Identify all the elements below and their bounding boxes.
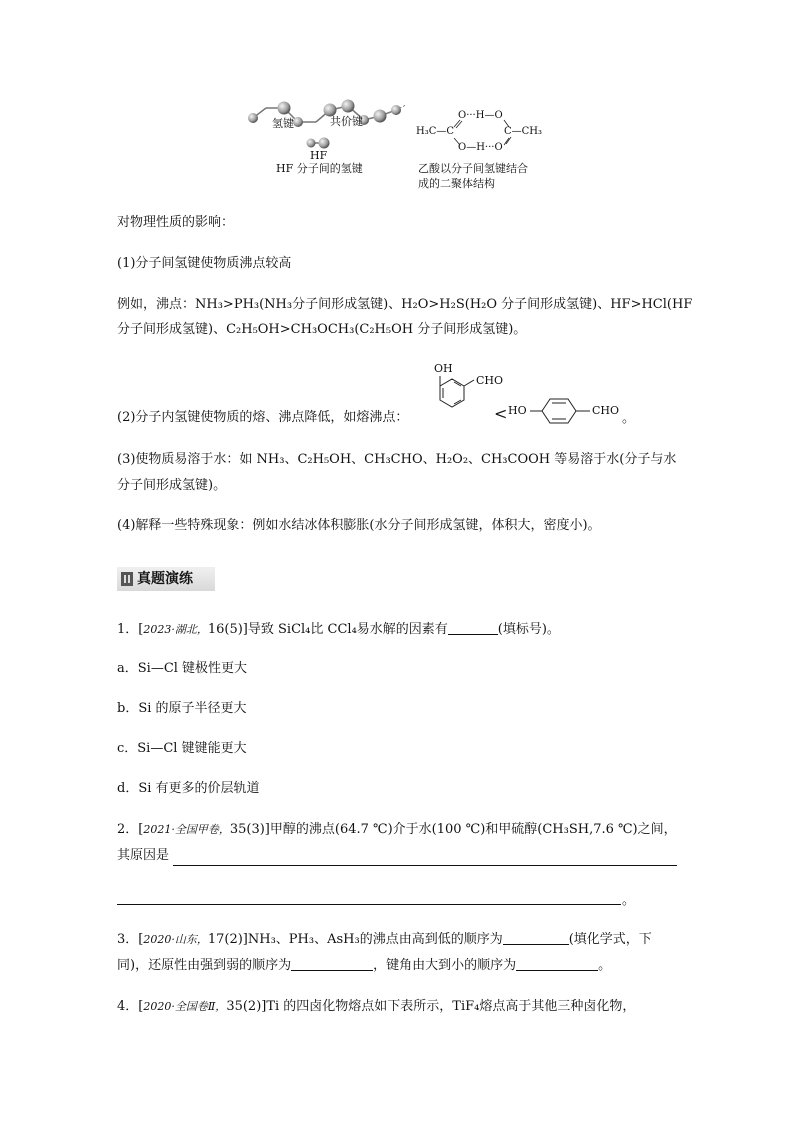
q1-option-c: c．Si—Cl 键键能更大 xyxy=(117,741,247,756)
acetic-caption-line2: 成的二聚体结构 xyxy=(418,177,495,190)
salicylaldehyde-structure xyxy=(420,360,500,430)
q3-answer-blank-3[interactable] xyxy=(516,956,598,971)
paragraph-2: (2)分子内氢键使物质的熔、沸点降低，如熔沸点： xyxy=(117,410,409,425)
q2-line2: 其原因是 xyxy=(117,848,170,863)
q3-text: 17(2)]NH₃、PH₃、AsH₃的沸点由高到低的顺序为 xyxy=(207,932,503,947)
section-title: 真题演练 xyxy=(137,571,193,587)
paragraph-3-line1: (3)使物质易溶于水：如 NH₃、C₂H₅OH、CH₃CHO、H₂O₂、CH₃COOH 等易溶于水(分子与水 xyxy=(117,452,677,467)
q4-number: 4．[ xyxy=(117,999,144,1014)
q2-source: 2021·全国甲卷， xyxy=(143,823,230,836)
q3-number: 3．[ xyxy=(117,932,144,947)
salicyl-oh: OH xyxy=(434,362,453,375)
q1-source: 2023·湖北， xyxy=(143,623,208,636)
q1-tail: (填标号)。 xyxy=(497,622,560,637)
question-2 xyxy=(117,821,677,839)
para-ho: HO xyxy=(508,404,527,417)
question-3 xyxy=(117,930,652,949)
label-hydrogen-bond: 氢键 xyxy=(272,117,294,130)
question-4 xyxy=(117,998,635,1016)
acetic-acid-dimer-figure xyxy=(414,110,554,160)
dimer-top-bond: O···H—O xyxy=(458,110,503,121)
label-hf: HF xyxy=(310,149,328,162)
paragraph-1: (1)分子间氢键使物质沸点较高 xyxy=(117,256,292,271)
hf-caption: HF 分子间的氢键 xyxy=(276,162,363,175)
q1-option-a: a．Si—Cl 键极性更大 xyxy=(117,661,248,676)
label-covalent-bond: 共价键 xyxy=(330,115,363,128)
q1-option-b: b．Si 的原子半径更大 xyxy=(117,701,247,716)
influence-title: 对物理性质的影响： xyxy=(117,215,235,230)
q3-answer-blank-2[interactable] xyxy=(291,956,373,971)
q2-number: 2．[ xyxy=(117,822,144,837)
q2-answer-blank-2[interactable] xyxy=(117,904,621,905)
q1-answer-blank[interactable] xyxy=(448,620,498,635)
paragraph-4: (4)解释一些特殊现象：例如水结冰体积膨胀(水分子间形成氢键，体积大，密度小)。 xyxy=(117,518,601,533)
q3-answer-blank-1[interactable] xyxy=(503,930,569,945)
q3-tail: (填化学式，下 xyxy=(568,932,652,947)
structure-period: 。 xyxy=(622,411,636,426)
question-1 xyxy=(117,620,560,639)
acetic-caption-line1: 乙酸以分子间氢键结合 xyxy=(418,162,528,175)
para-cho: CHO xyxy=(592,404,620,417)
dimer-bottom-bond: O—H···O xyxy=(458,142,503,153)
section-marker-icon xyxy=(121,572,133,586)
q3-line2-b: ，键角由大到小的顺序为 xyxy=(373,958,517,973)
q4-text: 35(2)]Ti 的四卤化物熔点如下表所示，TiF₄熔点高于其他三种卤化物， xyxy=(226,999,636,1014)
dimer-left-group: H₃C—C xyxy=(416,126,455,137)
q3-line2-a: 同)，还原性由强到弱的顺序为 xyxy=(117,958,292,973)
dimer-right-group: C—CH₃ xyxy=(504,126,543,137)
q1-number: 1．[ xyxy=(117,622,144,637)
q1-text: 16(5)]导致 SiCl₄比 CCl₄易水解的因素有 xyxy=(207,622,448,637)
less-than-sign: < xyxy=(494,404,508,423)
q4-source: 2020·全国卷Ⅱ， xyxy=(143,1000,227,1013)
q3-source: 2020·山东， xyxy=(143,933,208,946)
hf-hydrogen-bond-figure xyxy=(240,96,410,156)
q2-end: 。 xyxy=(622,893,636,908)
q3-line2-end: 。 xyxy=(598,958,612,973)
q1-option-d: d．Si 有更多的价层轨道 xyxy=(117,781,260,796)
paragraph-1-example-line1: 例如，沸点：NH₃>PH₃(NH₃分子间形成氢键)、H₂O>H₂S(H₂O 分子间形成氢键)、HF>HCl(HF xyxy=(117,297,693,312)
q2-text: 35(3)]甲醇的沸点(64.7 ℃)介于水(100 ℃)和甲硫醇(CH₃SH,7.6 ℃)之间， xyxy=(229,822,677,837)
paragraph-1-example-line2: 分子间形成氢键)、C₂H₅OH>CH₃OCH₃(C₂H₅OH 分子间形成氢键)。 xyxy=(117,322,527,337)
q3-line2 xyxy=(117,956,611,975)
q2-answer-blank-1[interactable] xyxy=(173,865,677,866)
paragraph-3-line2: 分子间形成氢键)。 xyxy=(117,478,227,493)
dimer-bonds xyxy=(414,110,554,160)
salicyl-cho: CHO xyxy=(476,374,504,387)
